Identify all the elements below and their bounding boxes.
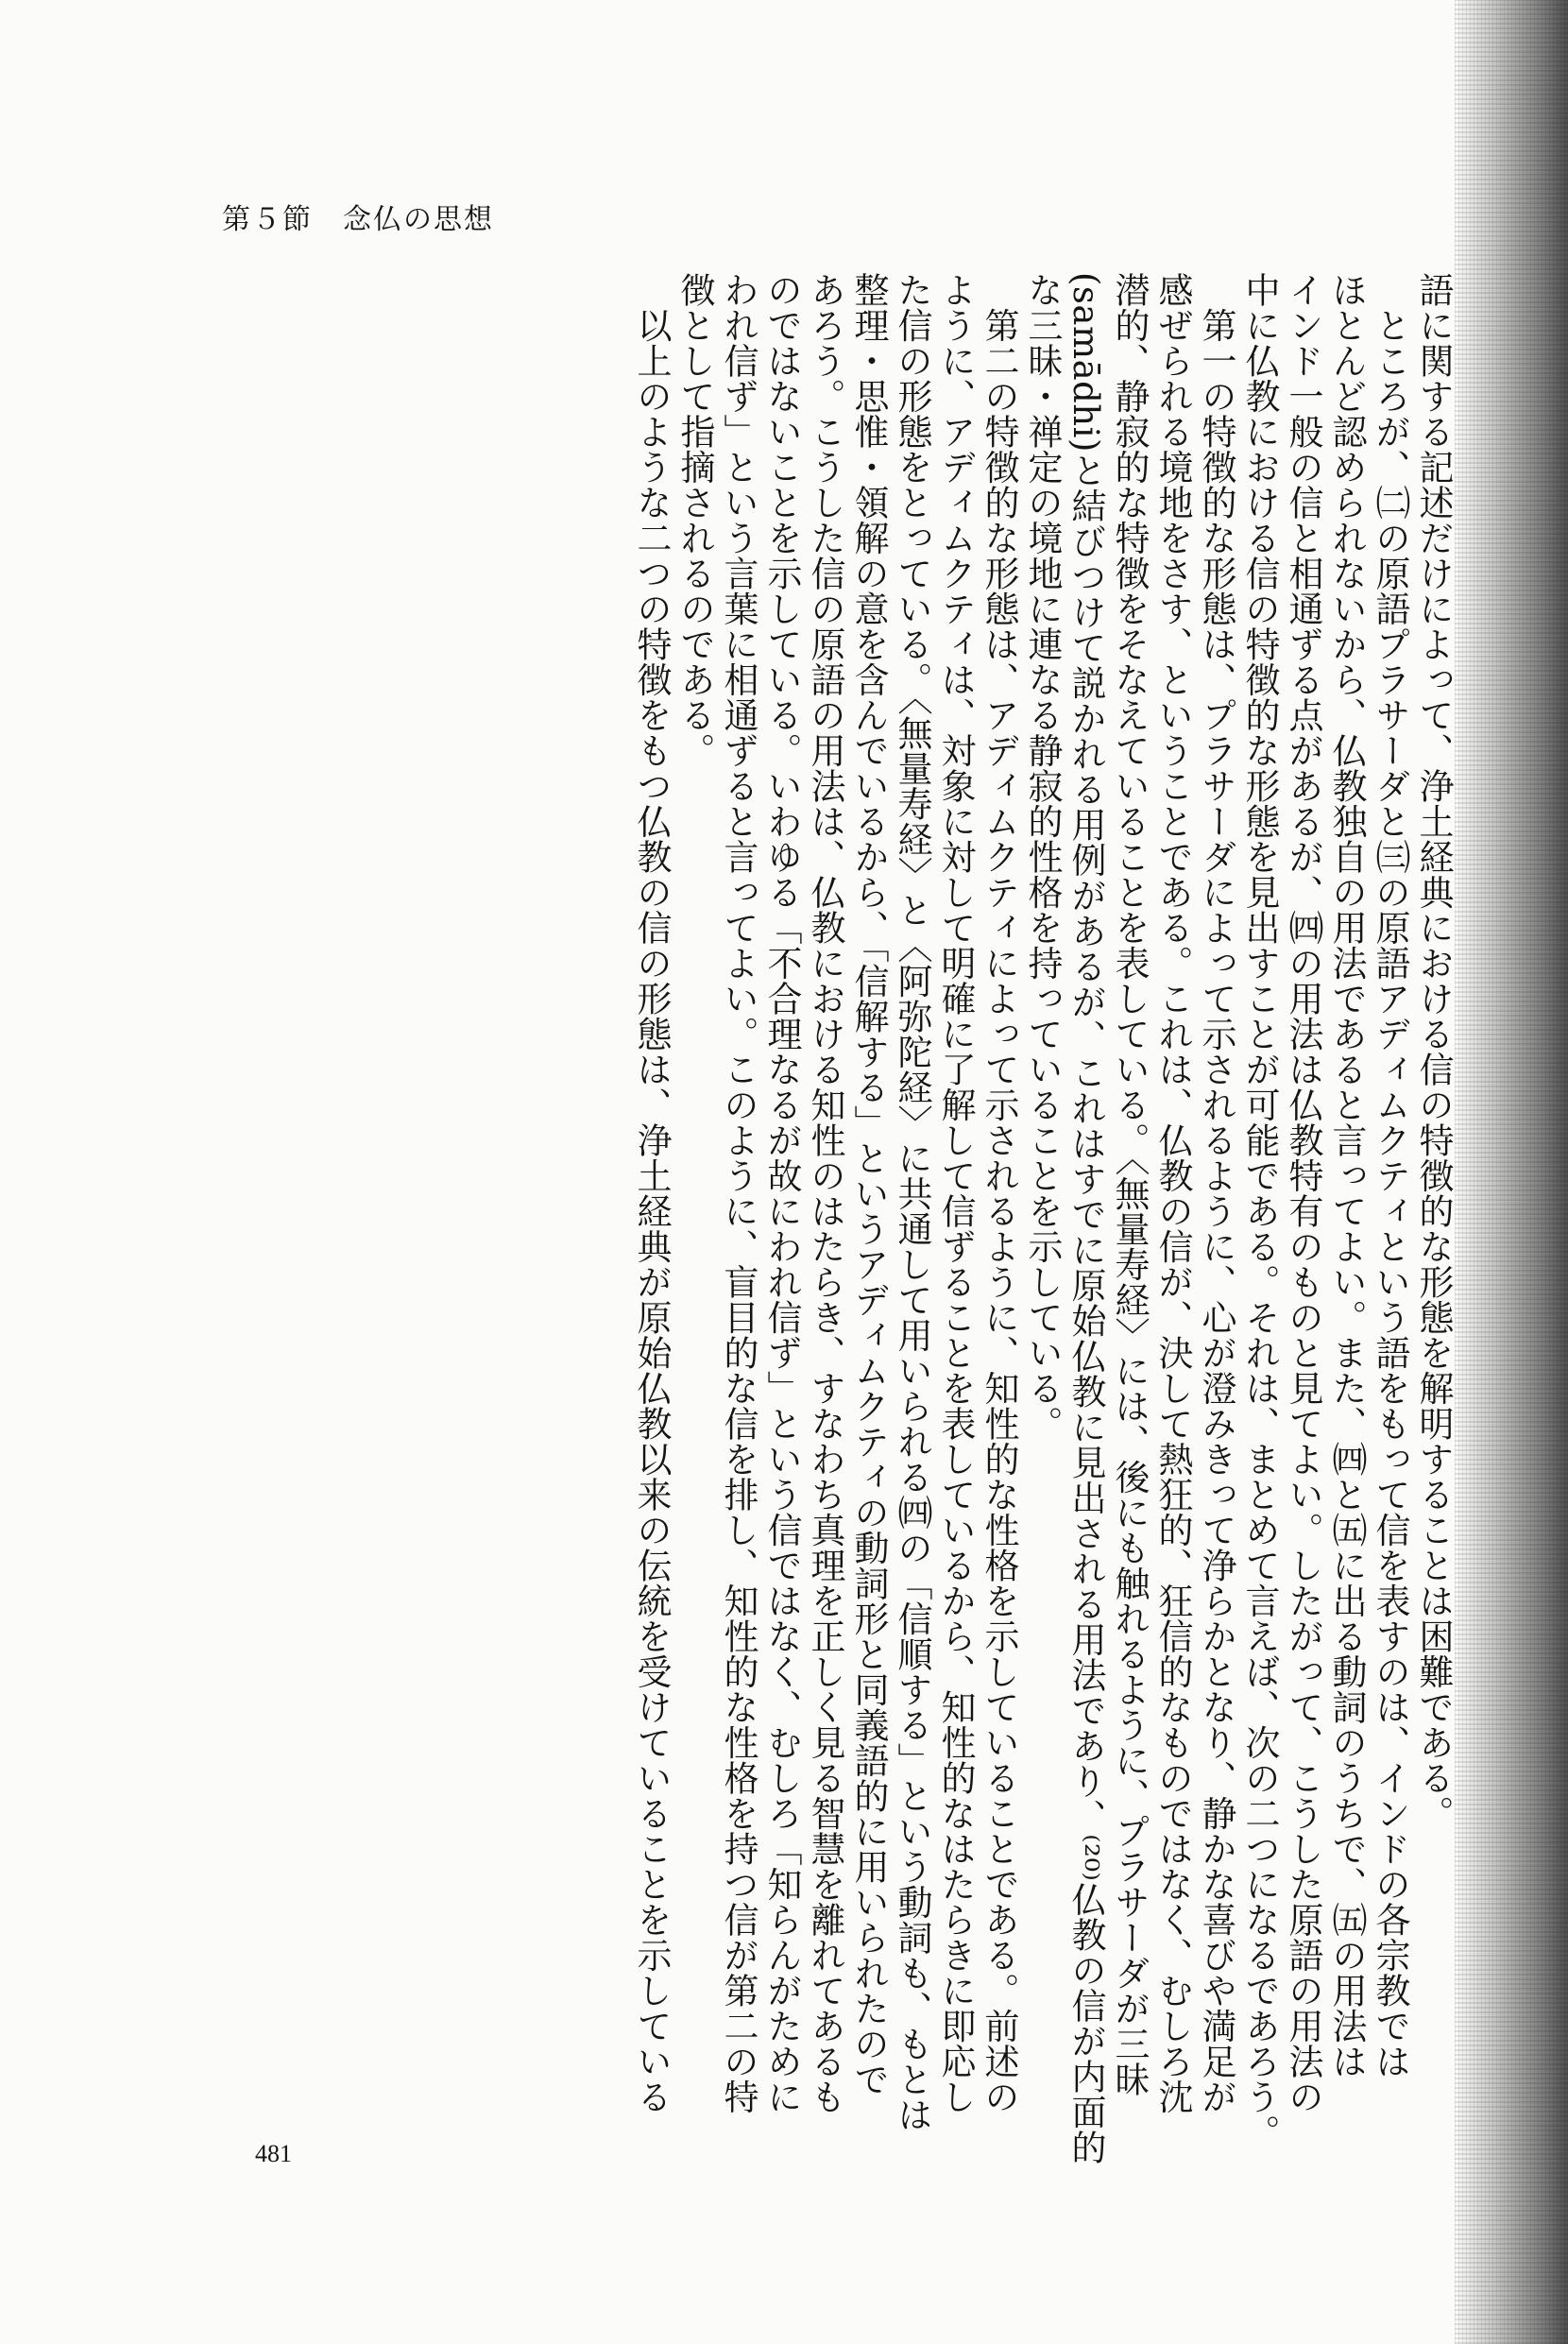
text-line: ところが、㈡の原語プラサーダと㈢の原語アディムクティという語をもって信を表すのは、インドの各宗教では [1370, 272, 1410, 2079]
text-line: た信の形態をとっている。〈無量寿経〉と〈阿弥陀経〉に共通して用いられる㈣の「信順する」という動詞も、もとは [892, 272, 932, 2132]
scan-edge-shadow [1455, 0, 1568, 2344]
running-head: 第５節 念仏の思想 [222, 203, 494, 236]
text-line: 潜的、静寂的な特徴をそなえていることを表している。〈無量寿経〉には、後にも触れるように、プラサーダが三昧 [1109, 272, 1150, 2097]
text-line: な三昧・禅定の境地に連なる静寂的性格を持っていることを示している。 [1022, 272, 1063, 1442]
text-line: 徴として指摘されるのである。 [674, 272, 715, 768]
text-line: 第一の特徴的な形態は、プラサーダによって示されるように、心が澄みきって浄らかとなり、静かな喜びや満足が [1196, 272, 1236, 2114]
text-line: (samādhi)と結びつけて説かれる用例があるが、これはすでに原始仏教に見出される用法であり、⁽²⁰⁾仏教の信が内面的 [1065, 272, 1106, 2165]
text-line: あろう。こうした信の原語の用法は、仏教における知性のはたらき、すなわち真理を正しく見る智慧を離れてあるも [805, 272, 845, 2114]
page-number: 481 [255, 2140, 292, 2167]
text-line: ほとんど認められないから、仏教独自の用法であると言ってよい。また、㈣と㈤に出る動詞のうちで、㈤の用法は [1326, 272, 1367, 2079]
text-line: のではないことを示している。いわゆる「不合理なるが故にわれ信ず」という信ではなく、むしろ「知らんがために [761, 272, 802, 2114]
text-line: ように、アディムクティは、対象に対して明確に了解して信ずることを表しているから、知性的なはたらきに即応し [935, 272, 976, 2114]
text-line: 中に仏教における信の特徴的な形態を見出すことが可能である。それは、まとめて言えば、次の二つになるであろう。 [1239, 272, 1280, 2150]
body-text [184, 272, 1455, 2181]
text-line: インド一般の信と相通ずる点があるが、㈣の用法は仏教特有のものと見てよい。したがって、こうした原語の用法の [1283, 272, 1323, 2114]
text-line: われ信ず」という言葉に相通ずると言ってよい。このように、盲目的な信を排し、知性的な性格を持つ信が第二の特 [718, 272, 758, 2114]
text-line: 感ぜられる境地をさす、ということである。これは、仏教の信が、決して熱狂的、狂信的なものではなく、むしろ沈 [1152, 272, 1193, 2114]
text-line: 第二の特徴的な形態は、アディムクティによって示されるように、知性的な性格を示していることである。前述の [979, 272, 1019, 2114]
text-line: 語に関する記述だけによって、浄土経典における信の特徴的な形態を解明することは困難である。 [1413, 272, 1454, 1831]
text-line: 以上のような二つの特徴をもつ仏教の信の形態は、浄土経典が原始仏教以来の伝統を受けていることを示している [631, 272, 672, 2114]
text-line: 整理・思惟・領解の意を含んでいるから、「信解する」というアディムクティの動詞形と同義語的に用いられたので [848, 272, 889, 2097]
